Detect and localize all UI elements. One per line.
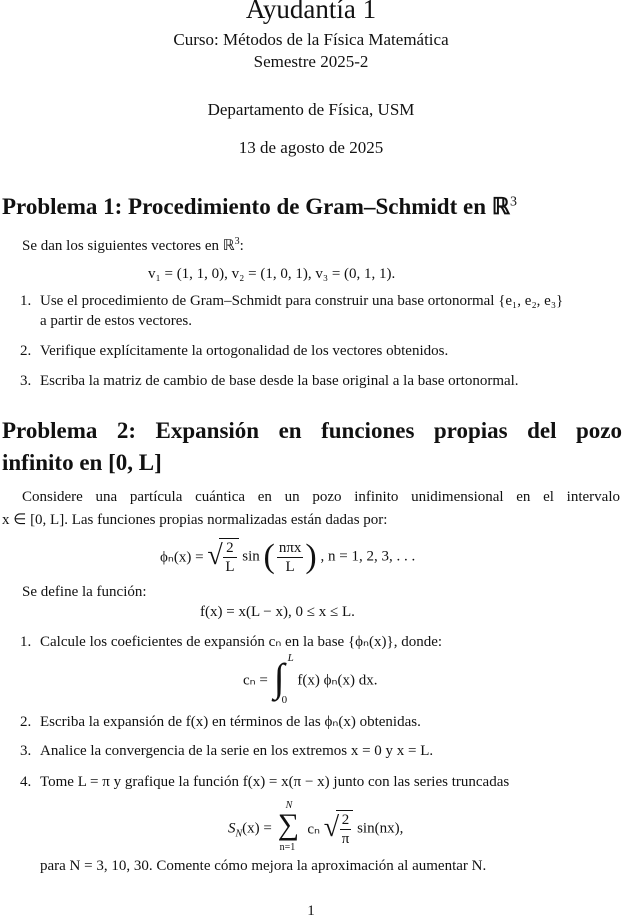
integral-sign: ∫ L 0 <box>273 652 294 706</box>
problem2-item-1 <box>20 632 442 651</box>
phi-sin: sin <box>242 548 260 565</box>
item-text: Analice la convergencia de la serie en los extremos x = 0 y x = L. <box>40 743 434 759</box>
item-text: Tome L = π y grafique la función f(x) = x(π − x) junto con las series truncadas <box>40 774 510 790</box>
problem1-intro-text: Se dan los siguientes vectores en ℝ <box>22 238 235 254</box>
problem1-item-1-cont: a partir de estos vectores. <box>40 313 193 329</box>
item-number: 1. <box>20 293 32 309</box>
phi-frac-num: 2 <box>223 539 236 558</box>
phi-frac-den: L <box>225 559 235 575</box>
problem2-item-3 <box>20 743 433 760</box>
problem2-item-4-end: para N = 3, 10, 30. Comente cómo mejora la aproximación al aumentar N. <box>40 858 487 874</box>
sn-sub: N <box>235 828 243 840</box>
sqrt-symbol: √ $\frac{2}{\pi}$ <box>324 810 354 848</box>
integral-upper: L <box>287 652 294 664</box>
document-title: Ayudantía 1 <box>245 0 377 24</box>
problem1-intro-end: : <box>239 238 244 254</box>
semester-line: Semestre 2025-2 <box>253 52 369 71</box>
problem2-item-4 <box>20 774 509 791</box>
sum-sign: ∑ N n=1 <box>277 800 300 853</box>
problem1-intro <box>22 236 244 255</box>
item-number: 2. <box>20 343 32 359</box>
sum-lower: n=1 <box>279 842 296 853</box>
item-number: 2. <box>20 714 32 730</box>
problem2-heading-line1: Problema 2: Expansión en funciones propias del pozo <box>2 418 622 443</box>
phi-lhs: ϕₙ(x) = <box>160 549 204 566</box>
problem1-heading-sup: 3 <box>509 194 517 210</box>
course-line: Curso: Métodos de la Física Matemática <box>173 30 449 49</box>
problem2-intro-line2: x ∈ [0, L]. Las funciones propias normalizadas están dadas por: <box>2 512 388 528</box>
cn-equation <box>243 652 378 706</box>
phi-arg-den: L <box>285 558 295 575</box>
define-line: Se define la función: <box>22 584 147 600</box>
cn-lhs: cₙ = <box>243 672 268 689</box>
problem1-heading <box>2 194 517 220</box>
problem1-item-2 <box>20 343 448 360</box>
item-text: Escriba la expansión de f(x) en términos de las ϕₙ(x) obtenidas. <box>40 714 421 730</box>
page-number: 1 <box>307 903 315 919</box>
sn-tail: sin(nx), <box>357 820 404 837</box>
sn-lhs: S <box>228 820 236 837</box>
problem2-item-2 <box>20 712 421 731</box>
sqrt-symbol: √ $\frac{2}{L}$ <box>207 538 238 576</box>
problem1-vectors: v₁ = (1, 1, 0), v₂ = (1, 0, 1), v₃ = (0, 1, 1). <box>148 266 396 282</box>
item-number: 4. <box>20 774 32 790</box>
sn-frac-num: 2 <box>340 811 352 830</box>
sn-cn: cₙ <box>307 821 321 838</box>
department-line: Departamento de Física, USM <box>207 100 415 119</box>
problem2-heading-line2: infinito en [0, L] <box>2 450 162 475</box>
problem2-intro-line1: Considere una partícula cuántica en un pozo infinito unidimensional en el intervalo <box>22 489 620 505</box>
item-text: Use el procedimiento de Gram–Schmidt para construir una base ortonormal {e₁, e₂, e₃} <box>40 293 564 309</box>
integral-lower: 0 <box>281 694 288 706</box>
sum-upper: N <box>285 800 293 811</box>
problem1-intro-sup: 3 <box>234 236 240 247</box>
phi-equation: ϕₙ(x) = √ $\frac{2}{L}$ sin ( $\frac{\text{nπx}}{L}$ ) , n = 1, 2, 3, . . . <box>160 538 416 575</box>
problem1-heading-text: Problema 1: Procedimiento de Gram–Schmidt en ℝ <box>2 194 510 219</box>
item-number: 1. <box>20 634 32 650</box>
date-line: 13 de agosto de 2025 <box>238 138 384 157</box>
problem1-item-3 <box>20 373 519 390</box>
item-text: Escriba la matriz de cambio de base desde la base original a la base ortonormal. <box>40 373 519 389</box>
sn-frac-den: π <box>341 831 350 847</box>
item-number: 3. <box>20 373 32 389</box>
sn-equation <box>228 800 404 854</box>
f-definition: f(x) = x(L − x), 0 ≤ x ≤ L. <box>200 604 355 620</box>
item-text: Calcule los coeficientes de expansión cₙ en la base {ϕₙ(x)}, donde: <box>40 634 443 650</box>
item-text: Verifique explícitamente la ortogonalidad de los vectores obtenidos. <box>40 343 449 359</box>
phi-arg-num: nπx <box>278 539 302 556</box>
phi-tail: , n = 1, 2, 3, . . . <box>320 548 416 565</box>
cn-integrand: f(x) ϕₙ(x) dx. <box>297 672 378 689</box>
sn-x: (x) = <box>242 820 272 837</box>
problem1-item-1 <box>20 293 620 310</box>
item-number: 3. <box>20 743 32 759</box>
